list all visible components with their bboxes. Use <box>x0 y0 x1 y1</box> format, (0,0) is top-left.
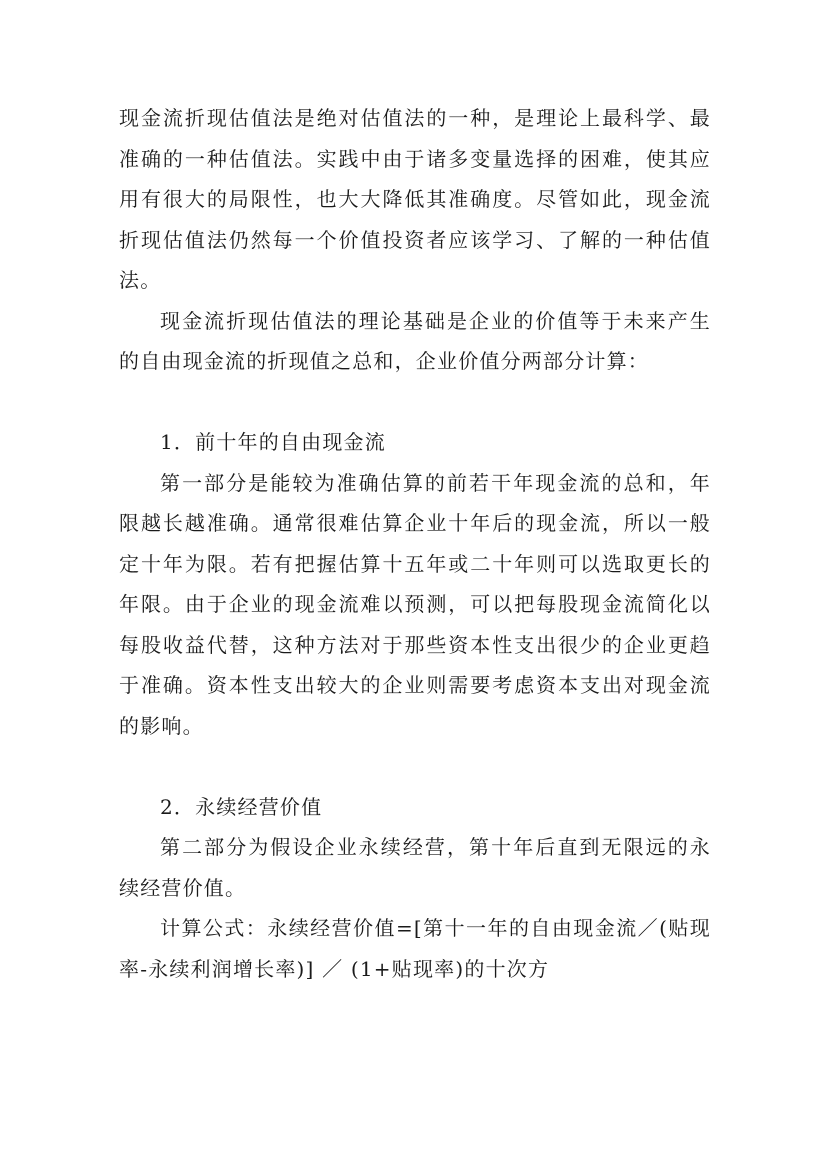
intro-paragraph: 现金流折现估值法是绝对估值法的一种，是理论上最科学、最准确的一种估值法。实践中由于诸多变量选择的困难，使其应用有很大的局限性，也大大降低其准确度。尽管如此，现金流折现估值法仍然每一个价值投资者应该学习、了解的一种估值法。 <box>119 106 711 292</box>
spacer <box>119 382 711 423</box>
basis-paragraph: 现金流折现估值法的理论基础是企业的价值等于未来产生的自由现金流的折现值之总和，企业价值分两部分计算： <box>119 308 711 373</box>
section-1-body: 第一部分是能较为准确估算的前若干年现金流的总和，年限越长越准确。通常很难估算企业十年后的现金流，所以一般定十年为限。若有把握估算十五年或二十年则可以选取更长的年限。由于企业的现金流难以预测，可以把每股现金流简化以每股收益代替，这种方法对于那些资本性支出很少的企业更趋于准确。资本性支出较大的企业则需要考虑资本支出对现金流的影响。 <box>119 470 711 738</box>
section-2-body: 第二部分为假设企业永续经营，第十年后直到无限远的永续经营价值。 <box>119 835 711 900</box>
document-body <box>119 98 711 989</box>
section-2-heading: 2．永续经营价值 <box>160 794 323 819</box>
spacer <box>119 746 711 787</box>
section-2-formula: 计算公式：永续经营价值=[第十一年的自由现金流／(贴现率-永续利润增长率)] ／ (1+贴现率)的十次方 <box>119 916 711 981</box>
section-1-heading: 1．前十年的自由现金流 <box>160 430 386 454</box>
